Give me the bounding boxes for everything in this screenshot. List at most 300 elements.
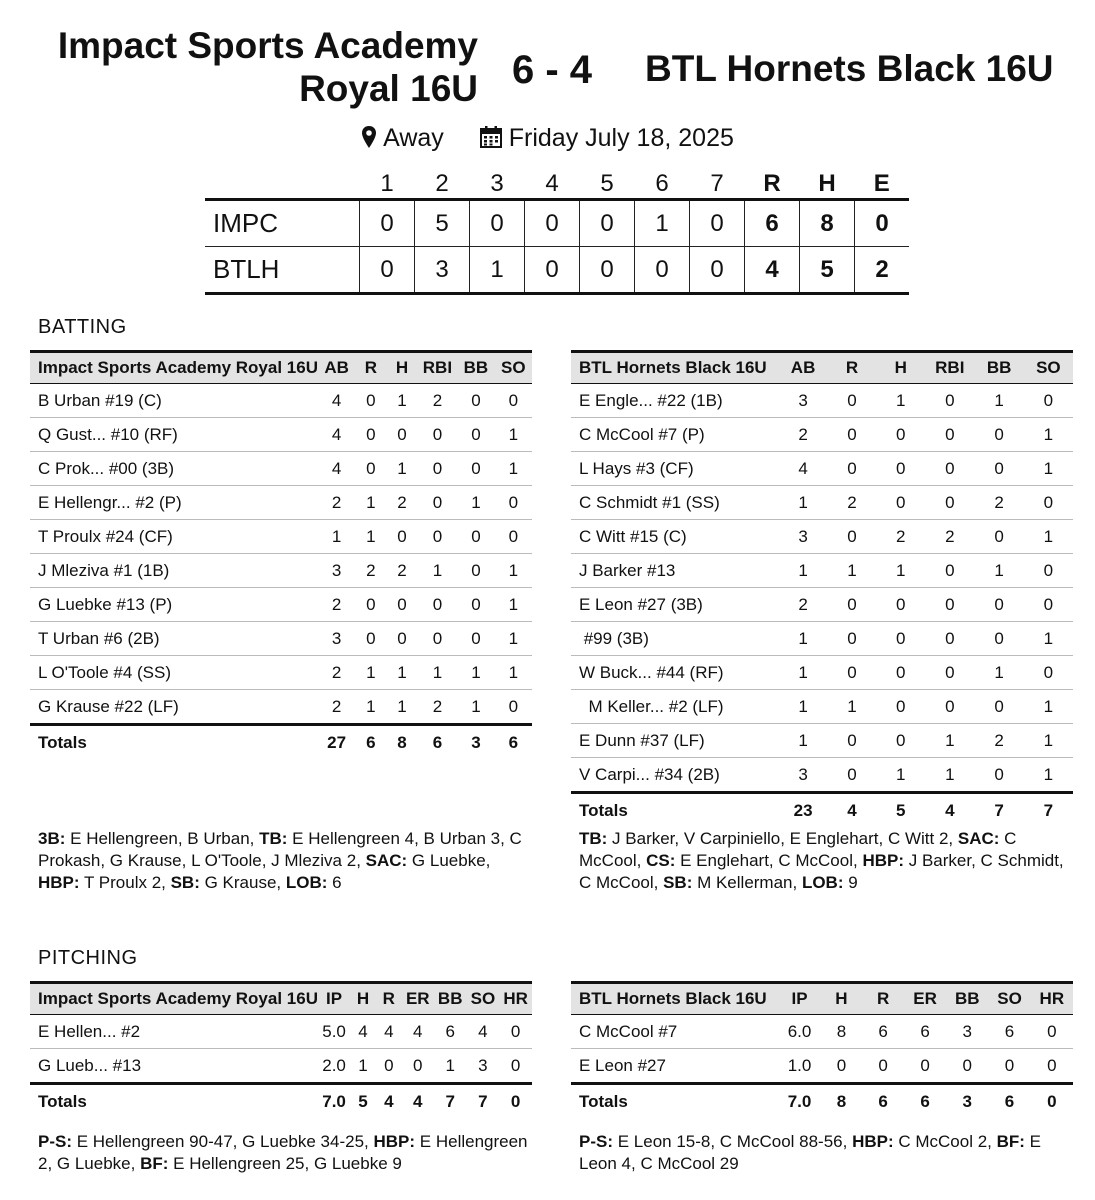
note-label: TB: — [259, 829, 288, 848]
batting-table-away — [571, 350, 1073, 827]
stat-cell: 0 — [471, 390, 481, 410]
player-row — [571, 554, 1073, 588]
inning-score: 0 — [525, 247, 580, 294]
stat-cell: 1 — [418, 554, 458, 588]
calendar-icon — [479, 125, 503, 149]
column-header: ER — [402, 983, 434, 1015]
total-cell: 6 — [355, 725, 386, 760]
column-header: BB — [457, 352, 494, 384]
stat-cell: 4 — [478, 1021, 488, 1041]
stat-cell: 2 — [828, 486, 877, 520]
totals-label: Totals — [571, 1084, 778, 1119]
column-header: SO — [495, 352, 532, 384]
total-cell: 6 — [904, 1084, 946, 1119]
stat-cell: 0 — [457, 554, 494, 588]
linescore-header-row — [205, 170, 909, 200]
player-name: T Proulx #24 (CF) — [30, 520, 318, 554]
player-row — [30, 520, 532, 554]
column-header: H — [876, 352, 925, 384]
totals-row — [30, 725, 532, 760]
total-cell: 6 — [495, 725, 532, 760]
team-name-header: Impact Sports Academy Royal 16U — [30, 983, 318, 1015]
inning-score: 0 — [360, 247, 415, 294]
inning-header: 6 — [655, 170, 669, 197]
stat-cell: 0 — [457, 588, 494, 622]
stat-cell: 0 — [946, 1049, 988, 1084]
pitching-notes-away — [579, 1131, 1073, 1175]
stat-cell: 1 — [355, 656, 386, 690]
stat-cell: 1 — [1024, 758, 1073, 793]
stat-cell: 1 — [457, 486, 494, 520]
inning-score: 0 — [470, 200, 525, 247]
column-header: BB — [946, 983, 988, 1015]
totals-row — [30, 1084, 532, 1119]
stat-cell: 2.0 — [318, 1049, 350, 1084]
stat-cell: 0 — [975, 588, 1024, 622]
stat-cell: 3 — [798, 390, 808, 410]
total-cell: 27 — [318, 725, 355, 760]
total-cell: 0 — [1031, 1084, 1073, 1119]
table-header-row — [30, 983, 532, 1015]
inning-header: 3 — [490, 170, 504, 197]
player-row — [30, 656, 532, 690]
linescore-row-away — [205, 247, 909, 294]
player-row — [30, 690, 532, 725]
stat-cell: 0 — [366, 390, 376, 410]
note-label: TB: — [579, 829, 608, 848]
note-label: SAC: — [957, 829, 1000, 848]
player-name: W Buck... #44 (RF) — [571, 656, 778, 690]
totals-label: Totals — [571, 793, 778, 828]
player-name: C Schmidt #1 (SS) — [571, 486, 778, 520]
total-cell: 0 — [499, 1084, 532, 1119]
home-team-name — [20, 24, 478, 110]
note-label: BF: — [140, 1154, 169, 1173]
total-cell: 7 — [975, 793, 1024, 828]
stat-cell: 1 — [457, 656, 494, 690]
stat-cell: 0 — [975, 758, 1024, 793]
stat-cell: 0 — [925, 656, 974, 690]
note-text: M Kellerman, — [692, 873, 802, 892]
stat-cell: 1 — [397, 390, 407, 410]
stat-cell: 0 — [418, 588, 458, 622]
stat-cell: 0 — [1024, 656, 1073, 690]
stat-cell: 0 — [418, 418, 458, 452]
totals-label: Totals — [30, 725, 318, 760]
stat-cell: 0 — [828, 656, 877, 690]
note-label: SB: — [663, 873, 693, 892]
stat-cell: 0 — [510, 1021, 521, 1041]
note-label: HBP: — [862, 851, 904, 870]
stat-cell: 4 — [413, 1021, 423, 1041]
stat-cell: 0 — [495, 486, 532, 520]
player-name: Q Gust... #10 (RF) — [30, 418, 318, 452]
total-cell: 6 — [988, 1084, 1030, 1119]
linescore-table — [205, 170, 909, 295]
player-name: E Leon #27 (3B) — [571, 588, 778, 622]
stat-cell: 1 — [386, 452, 417, 486]
stat-cell: 0 — [876, 622, 925, 656]
stat-cell: 3 — [778, 758, 827, 793]
stat-cell: 0 — [1047, 1021, 1057, 1041]
home-team-name-line2: Royal 16U — [299, 68, 478, 109]
stat-cell: 0 — [925, 622, 974, 656]
player-name: G Luebke #13 (P) — [30, 588, 318, 622]
note-label: P-S: — [579, 1132, 613, 1151]
note-text: C McCool, — [579, 829, 1017, 870]
stat-cell: 1 — [355, 690, 386, 725]
column-header: H — [821, 983, 863, 1015]
total-cell: 6 — [418, 725, 458, 760]
stat-cell: 1 — [434, 1049, 467, 1084]
stat-cell: 0 — [925, 690, 974, 724]
player-name: C Witt #15 (C) — [571, 520, 778, 554]
stat-cell: 2 — [318, 656, 355, 690]
stat-cell: 2 — [386, 554, 417, 588]
stat-cell: 0 — [355, 588, 386, 622]
total-cell: 7.0 — [778, 1084, 820, 1119]
column-header: H — [386, 352, 417, 384]
player-name: J Mleziva #1 (1B) — [30, 554, 318, 588]
team-name-header: Impact Sports Academy Royal 16U — [30, 352, 318, 384]
stat-cell: 0 — [828, 418, 877, 452]
stat-cell: 1 — [975, 554, 1024, 588]
stat-cell: 0 — [876, 452, 925, 486]
stat-cell: 0 — [828, 588, 877, 622]
note-label: HBP: — [38, 873, 80, 892]
total-cell: 3 — [946, 1084, 988, 1119]
total-hits: 5 — [800, 247, 855, 294]
player-row — [571, 622, 1073, 656]
total-cell: 7 — [467, 1084, 500, 1119]
player-row — [571, 656, 1073, 690]
inning-score: 1 — [635, 200, 690, 247]
stat-cell: 6.0 — [787, 1021, 812, 1041]
stat-cell: 0 — [862, 1049, 904, 1084]
player-row — [571, 384, 1073, 418]
stat-cell: 0 — [876, 418, 925, 452]
stat-cell: 0 — [828, 622, 877, 656]
stat-cell: 3 — [962, 1021, 973, 1041]
player-row — [30, 588, 532, 622]
column-header: SO — [988, 983, 1030, 1015]
player-name: T Urban #6 (2B) — [30, 622, 318, 656]
stat-cell: 4 — [318, 452, 355, 486]
team-name-header: BTL Hornets Black 16U — [571, 983, 778, 1015]
note-text: 9 — [843, 873, 858, 892]
player-name: E Hellengr... #2 (P) — [30, 486, 318, 520]
stat-cell: 1 — [925, 724, 974, 758]
total-cell: 23 — [778, 793, 827, 828]
inning-score: 0 — [580, 247, 635, 294]
stat-cell: 0 — [828, 724, 877, 758]
stat-cell: 1 — [1024, 724, 1073, 758]
note-text: G Luebke, — [407, 851, 491, 870]
stat-cell: 4 — [318, 418, 355, 452]
note-label: SB: — [170, 873, 200, 892]
player-name: E Dunn #37 (LF) — [571, 724, 778, 758]
map-pin-icon — [361, 125, 377, 149]
batting-notes-home — [38, 828, 532, 894]
stat-cell: 6 — [878, 1021, 888, 1041]
stat-cell: 0 — [1043, 390, 1054, 410]
stat-cell: 2 — [418, 690, 458, 725]
date-info — [479, 124, 734, 152]
player-row — [30, 452, 532, 486]
column-header: SO — [1024, 352, 1073, 384]
inning-score: 0 — [690, 200, 745, 247]
stat-cell: 0 — [495, 520, 532, 554]
note-label: HBP: — [373, 1132, 416, 1151]
column-header: IP — [318, 983, 350, 1015]
pitching-table-away — [571, 981, 1073, 1118]
player-row — [571, 486, 1073, 520]
hits-header: H — [818, 170, 836, 197]
stat-cell: 0 — [925, 418, 974, 452]
stat-cell: 1 — [495, 452, 532, 486]
player-row — [30, 1049, 532, 1084]
team-abbr: IMPC — [205, 200, 360, 247]
stat-cell: 3 — [318, 622, 355, 656]
stat-cell: 1 — [1024, 418, 1073, 452]
stat-cell: 0 — [988, 1049, 1030, 1084]
stat-cell: 0 — [925, 452, 974, 486]
stat-cell: 1 — [495, 554, 532, 588]
player-row — [571, 588, 1073, 622]
column-header: IP — [778, 983, 820, 1015]
column-header: BB — [434, 983, 467, 1015]
batting-section-title: BATTING — [38, 316, 127, 338]
player-row — [571, 724, 1073, 758]
stat-cell: 8 — [836, 1021, 847, 1041]
player-name: M Keller... #2 (LF) — [571, 690, 778, 724]
total-cell: 8 — [821, 1084, 863, 1119]
player-row — [30, 554, 532, 588]
stat-cell: 1 — [778, 724, 827, 758]
stat-cell: 0 — [1031, 1049, 1073, 1084]
inning-header: 5 — [600, 170, 614, 197]
player-row — [571, 1015, 1073, 1049]
stat-cell: 4 — [778, 452, 827, 486]
stat-cell: 4 — [384, 1021, 394, 1041]
player-name: E Hellen... #2 — [38, 1021, 141, 1041]
note-text: T Proulx 2, — [79, 873, 171, 892]
player-row — [571, 1049, 1073, 1084]
stat-cell: 0 — [418, 622, 458, 656]
stat-cell: 1.0 — [778, 1049, 820, 1084]
inning-score: 0 — [580, 200, 635, 247]
stat-cell: 0 — [925, 486, 974, 520]
total-errors: 2 — [855, 247, 910, 294]
stat-cell: 0 — [355, 418, 386, 452]
stat-cell: 0 — [508, 390, 519, 410]
note-label: CS: — [646, 851, 676, 870]
column-header: R — [376, 983, 402, 1015]
total-cell: 5 — [350, 1084, 376, 1119]
column-header: RBI — [418, 352, 458, 384]
stat-cell: 2 — [318, 690, 355, 725]
stat-cell: 0 — [876, 724, 925, 758]
stat-cell: 1 — [975, 656, 1024, 690]
player-name: B Urban #19 (C) — [38, 390, 162, 410]
stat-cell: 0 — [828, 452, 877, 486]
stat-cell: 6 — [445, 1021, 455, 1041]
note-label: 3B: — [38, 829, 66, 848]
stat-cell: 1 — [925, 758, 974, 793]
stat-cell: 0 — [355, 622, 386, 656]
total-cell: 4 — [376, 1084, 402, 1119]
stat-cell: 1 — [355, 520, 386, 554]
totals-row — [571, 1084, 1073, 1119]
note-label: LOB: — [285, 873, 328, 892]
stat-cell: 0 — [386, 418, 417, 452]
stat-cell: 0 — [457, 622, 494, 656]
note-text: E Hellengreen 4, B Urban 3, C Prokash, G Krause, L O'Toole, J Mleziva 2, — [38, 829, 522, 870]
total-errors: 0 — [855, 200, 910, 247]
stat-cell: 1 — [418, 656, 458, 690]
column-header: R — [355, 352, 386, 384]
stat-cell: 2 — [386, 486, 417, 520]
column-header: HR — [499, 983, 532, 1015]
stat-cell: 2 — [876, 520, 925, 554]
total-cell: 7 — [434, 1084, 467, 1119]
inning-score: 0 — [690, 247, 745, 294]
stat-cell: 1 — [350, 1049, 376, 1084]
stat-cell: 0 — [495, 690, 532, 725]
total-cell: 7 — [1024, 793, 1073, 828]
stat-cell: 0 — [386, 588, 417, 622]
note-text: E Hellengreen 25, G Luebke 9 — [168, 1154, 402, 1173]
stat-cell: 0 — [847, 390, 857, 410]
stat-cell: 2 — [778, 418, 827, 452]
note-text: J Barker, V Carpiniello, E Englehart, C Witt 2, — [607, 829, 958, 848]
player-name: C McCool #7 (P) — [571, 418, 778, 452]
total-runs: 4 — [745, 247, 800, 294]
stat-cell: 1 — [1024, 622, 1073, 656]
player-name: V Carpi... #34 (2B) — [571, 758, 778, 793]
player-row — [571, 758, 1073, 793]
stat-cell: 0 — [355, 452, 386, 486]
inning-score: 1 — [470, 247, 525, 294]
column-header: AB — [318, 352, 355, 384]
note-text: E Leon 4, C McCool 29 — [579, 1132, 1042, 1173]
stat-cell: 0 — [876, 656, 925, 690]
total-cell: 4 — [828, 793, 877, 828]
stat-cell: 1 — [386, 690, 417, 725]
inning-header: 1 — [380, 170, 394, 197]
stat-cell: 0 — [975, 418, 1024, 452]
stat-cell: 1 — [896, 390, 906, 410]
stat-cell: 2 — [318, 588, 355, 622]
errors-header: E — [873, 170, 890, 197]
total-cell: 6 — [862, 1084, 904, 1119]
stat-cell: 1 — [778, 656, 827, 690]
player-name: C McCool #7 — [579, 1021, 678, 1041]
stat-cell: 1 — [495, 656, 532, 690]
stat-cell: 0 — [925, 554, 974, 588]
stat-cell: 2 — [318, 486, 355, 520]
total-cell: 4 — [402, 1084, 434, 1119]
player-row — [30, 486, 532, 520]
location-text: Away — [383, 124, 444, 152]
stat-cell: 1 — [876, 554, 925, 588]
stat-cell: 4 — [358, 1021, 368, 1041]
stat-cell: 1 — [828, 554, 877, 588]
stat-cell: 0 — [876, 486, 925, 520]
stat-cell: 1 — [1024, 690, 1073, 724]
stat-cell: 3 — [467, 1049, 500, 1084]
total-cell: 8 — [386, 725, 417, 760]
stat-cell: 0 — [1024, 486, 1073, 520]
inning-header: 7 — [710, 170, 724, 197]
player-name: E Leon #27 — [571, 1049, 778, 1084]
pitching-section-title: PITCHING — [38, 947, 138, 969]
stat-cell: 1 — [778, 554, 827, 588]
stat-cell: 0 — [457, 418, 494, 452]
stat-cell: 1 — [318, 520, 355, 554]
stat-cell: 1 — [994, 390, 1004, 410]
stat-cell: 0 — [876, 588, 925, 622]
note-text: E Hellengreen, B Urban, — [65, 829, 260, 848]
location-info — [361, 124, 451, 152]
batting-table-home — [30, 350, 532, 759]
player-row — [30, 384, 532, 418]
player-name: #99 (3B) — [571, 622, 778, 656]
inning-score: 3 — [415, 247, 470, 294]
stat-cell: 1 — [1024, 452, 1073, 486]
stat-cell: 1 — [778, 622, 827, 656]
stat-cell: 3 — [778, 520, 827, 554]
stat-cell: 0 — [904, 1049, 946, 1084]
column-header: R — [862, 983, 904, 1015]
stat-cell: 1 — [495, 588, 532, 622]
note-label: SAC: — [365, 851, 408, 870]
stat-cell: 0 — [821, 1049, 863, 1084]
stat-cell: 1 — [386, 656, 417, 690]
stat-cell: 0 — [386, 622, 417, 656]
stat-cell: 5.0 — [322, 1021, 346, 1041]
player-name: E Engle... #22 (1B) — [579, 390, 723, 410]
stat-cell: 0 — [876, 690, 925, 724]
stat-cell: 0 — [499, 1049, 532, 1084]
away-team-name: BTL Hornets Black 16U — [645, 48, 1054, 89]
inning-score: 0 — [635, 247, 690, 294]
player-row — [571, 690, 1073, 724]
date-text: Friday July 18, 2025 — [508, 124, 734, 152]
home-team-name-line1: Impact Sports Academy — [57, 25, 478, 66]
stat-cell: 2 — [432, 390, 443, 410]
stat-cell: 1 — [495, 418, 532, 452]
player-row — [30, 418, 532, 452]
stat-cell: 0 — [376, 1049, 402, 1084]
total-cell: 3 — [457, 725, 494, 760]
column-header: BB — [975, 352, 1024, 384]
column-header: RBI — [925, 352, 974, 384]
note-text: E Englehart, C McCool, — [675, 851, 863, 870]
stat-cell: 0 — [386, 520, 417, 554]
stat-cell: 0 — [975, 520, 1024, 554]
total-hits: 8 — [800, 200, 855, 247]
column-header: R — [828, 352, 877, 384]
stat-cell: 0 — [1024, 554, 1073, 588]
inning-header: 4 — [545, 170, 559, 197]
batting-notes-away — [579, 828, 1073, 894]
player-row — [30, 1015, 532, 1049]
column-header: SO — [467, 983, 500, 1015]
stat-cell: 6 — [1004, 1021, 1015, 1041]
player-row — [571, 418, 1073, 452]
runs-header: R — [763, 170, 781, 197]
